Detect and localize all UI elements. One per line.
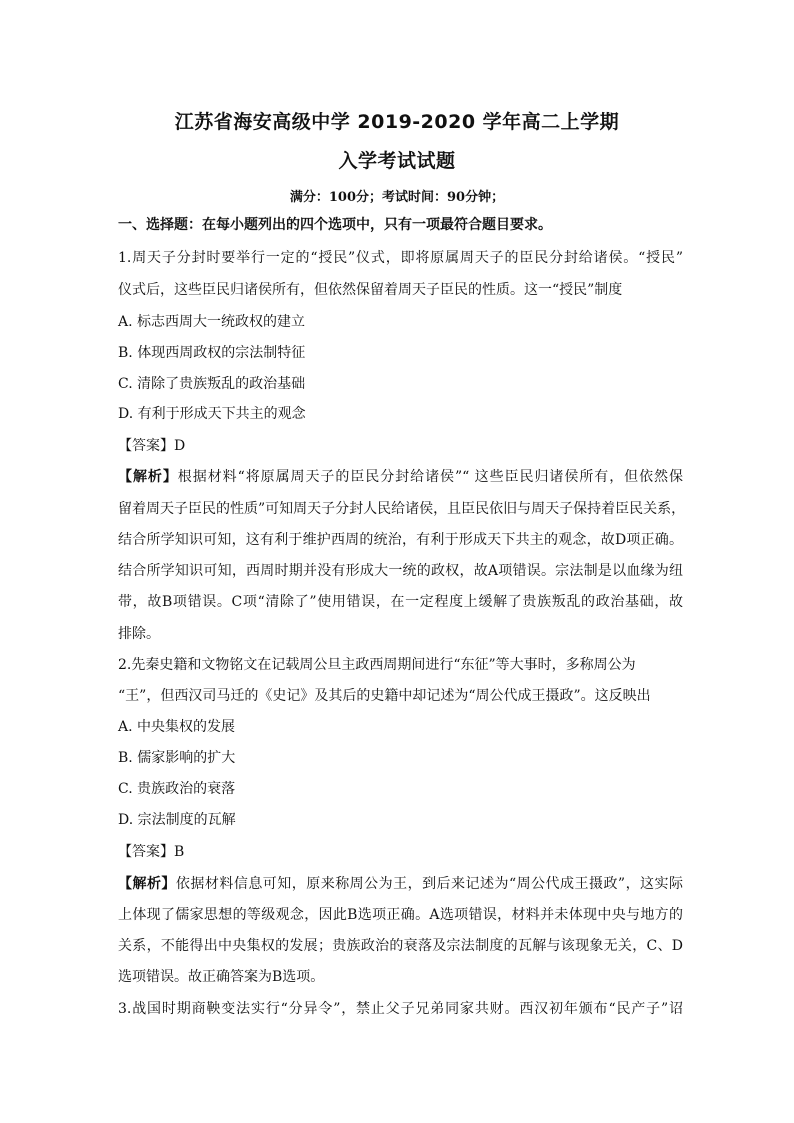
q1-analysis-label: 【解析】 <box>118 469 178 485</box>
q1-option-c: C. 清除了贵族叛乱的政治基础 <box>118 376 306 392</box>
q2-analysis-text: 依据材料信息可知，原来称周公为王，到后来记述为“周公代成王摄政”，这实际 <box>175 876 684 892</box>
q1-analysis-line1 <box>118 468 683 486</box>
q2-analysis-line2: 上体现了儒家思想的等级观念，因此B选项正确。A选项错误，材料并未体现中央与地方的 <box>118 907 683 923</box>
q2-answer: 【答案】B <box>118 844 185 860</box>
q1-stem-line1: 1.周天子分封时要举行一定的“授民”仪式，即将原属周天子的臣民分封给诸侯。“授民” <box>118 250 683 266</box>
q2-option-c: C. 贵族政治的衰落 <box>118 781 236 797</box>
section-heading: 一、选择题：在每小题列出的四个选项中，只有一项最符合题目要求。 <box>118 217 552 233</box>
q2-analysis-line4: 选项错误。故正确答案为B选项。 <box>118 969 325 985</box>
q3-stem-line1: 3.战国时期商鞅变法实行“分异令”，禁止父子兄弟同家共财。西汉初年颁布“民产子”诏 <box>118 1001 683 1017</box>
exam-meta: 满分：100分；考试时间：90分钟； <box>289 190 505 205</box>
q1-analysis-line6: 排除。 <box>118 626 160 642</box>
q2-analysis-line3: 关系，不能得出中央集权的发展；贵族政治的衰落及宗法制度的瓦解与该现象无关，C、D <box>118 938 683 954</box>
q1-analysis-text: 根据材料“将原属周天子的臣民分封给诸侯”“ 这些臣民归诸侯所有，但依然保 <box>177 469 684 485</box>
q1-option-a: A. 标志西周大一统政权的建立 <box>118 314 306 330</box>
exam-title-line1: 江苏省海安高级中学 2019-2020 学年高二上学期 <box>174 111 620 133</box>
q1-analysis-line3: 结合所学知识可知，这有利于维护西周的统治，有利于形成天下共主的观念，故D项正确。 <box>118 532 683 548</box>
q2-analysis-line1 <box>118 875 683 893</box>
q1-analysis-line5: 带，故B项错误。C项“清除了”使用错误，在一定程度上缓解了贵族叛乱的政治基础，故 <box>118 594 683 610</box>
q2-option-b: B. 儒家影响的扩大 <box>118 750 236 766</box>
q2-option-d: D. 宗法制度的瓦解 <box>118 812 236 828</box>
q2-option-a: A. 中央集权的发展 <box>118 719 236 735</box>
q2-stem-line2: “王”，但西汉司马迁的《史记》及其后的史籍中却记述为“周公代成王摄政”。这反映出 <box>118 688 651 704</box>
q2-analysis-label: 【解析】 <box>118 876 176 892</box>
q2-stem-line1: 2.先秦史籍和文物铭文在记载周公旦主政西周期间进行“东征”等大事时，多称周公为 <box>118 657 636 673</box>
q1-stem-line2: 仪式后，这些臣民归诸侯所有，但依然保留着周天子臣民的性质。这一“授民”制度 <box>118 282 623 298</box>
exam-title-line2: 入学考试试题 <box>338 150 456 172</box>
q1-option-b: B. 体现西周政权的宗法制特征 <box>118 345 306 361</box>
q1-option-d: D. 有利于形成天下共主的观念 <box>118 406 306 422</box>
q1-analysis-line4: 结合所学知识可知，西周时期并没有形成大一统的政权，故A项错误。宗法制是以血缘为纽 <box>118 563 683 579</box>
q1-answer: 【答案】D <box>118 438 186 454</box>
q1-analysis-line2: 留着周天子臣民的性质”可知周天子分封人民给诸侯，且臣民依旧与周天子保持着臣民关系， <box>118 501 686 517</box>
